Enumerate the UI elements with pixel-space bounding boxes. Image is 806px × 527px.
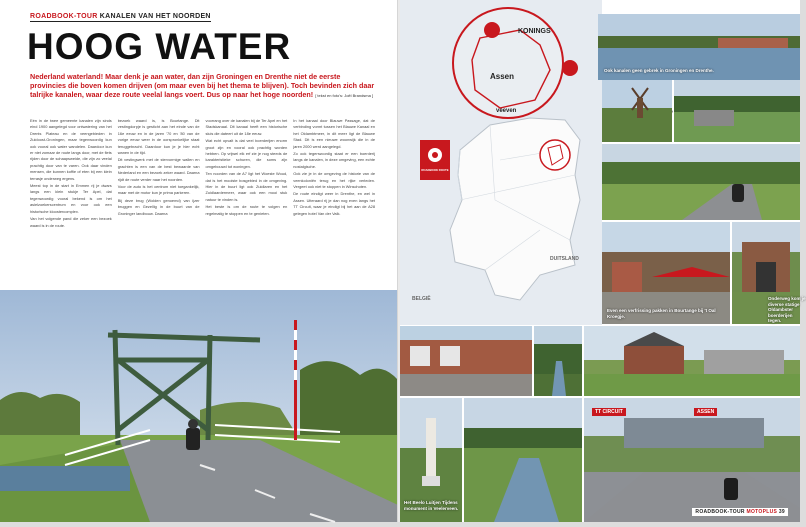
caption-farmhouses: Onderweg kom je diverse statige Oldambster boerderijen tegen.: [768, 296, 806, 324]
right-page: [400, 0, 806, 522]
windmill-photo: [602, 80, 672, 142]
assen-sign: ASSEN: [694, 408, 717, 416]
canal-landscape-scene: [464, 398, 582, 522]
map-label-assen: Assen: [490, 72, 515, 81]
tt-circuit-photo: [584, 398, 800, 522]
body-columns: [30, 118, 375, 230]
kicker-series: ROADBOOK-TOUR: [30, 13, 98, 20]
caption-monument: Het Beelo Luitjen Tijdens monument in Veelerveen.: [404, 500, 459, 511]
canal-landscape-photo: [464, 398, 582, 522]
paragraph: Dit vestingwerk met de stervormige wallen en grachten is een van de best bewaarde van Nederland en een bezoek zeker waard. Daarna rijdt de route verder naar het noorden.: [117, 157, 200, 182]
map-label-germany: DUITSLAND: [550, 256, 579, 262]
left-page: [0, 0, 398, 522]
paragraph: Van het volgende pand die zeker een bezoek waard is in de route.: [30, 216, 112, 228]
kicker-topic: KANALEN VAN HET NOORDEN: [97, 13, 211, 20]
photo-credit: [ tekst en foto's: Joël Brandsma ]: [315, 93, 374, 98]
article-lede: [30, 72, 375, 99]
tt-circuit-scene: [584, 398, 800, 522]
route-map: [400, 0, 602, 325]
paragraph: Het beste is om de route te volgen en regelmatig te stoppen en te genieten.: [205, 204, 288, 216]
body-column-3: [206, 118, 288, 230]
body-column-2: [118, 118, 200, 230]
section-kicker: [30, 13, 211, 22]
restaurant-photo: [400, 326, 532, 396]
map-label-bottom: veeven: [496, 108, 517, 114]
paragraph: Bij deze brug (Wolden genoemd) van ijzer bruggen en Gezellig in de buurt van de Groninger landbouw. Daarna: [117, 197, 200, 216]
farmhouse-photo: [584, 326, 800, 396]
roadbook-badge: ROADBOOK ROUTE: [421, 168, 449, 172]
paragraph: Eén in de twee gemeente kanalen zijn sinds eind 1900 aangelegd voor ontwatering van het Drents Plateau en de veengebieden in Zuidoost-Groningen, maar tegenwoordig kun ook vooral ook water wandelen. Daardoor kun er niet zomaar de route langs door, met de fiets rijden door de schaapsweide, die zijn zo veelal prachtig door van te varen. Ook daar vinden mensen, die kunnen koffie of eten bij een klein terrasje onderweg ergens.: [30, 118, 112, 181]
tt-circuit-sign: TT CIRCUIT: [592, 408, 626, 416]
paragraph: Zo ook tegenwoordig staat er een boerderij langs de kanalen, in deze omgeving, een echte nostalgische.: [293, 151, 375, 169]
motorcycle-road-photo: [602, 144, 800, 220]
farmhouse-scene: [584, 326, 800, 396]
sluice-photo: [674, 80, 800, 142]
article-headline: HOOG WATER: [27, 26, 292, 67]
paragraph: Meest top in de start in Emmen rij je dwars langs een klein stukje Ter Apel, dat tegenwoordig vooral bekend is om het asielzoekerscentrum en voor ook een historische kloostercomplex.: [30, 183, 112, 214]
netherlands-map: [400, 0, 602, 325]
paragraph: In het kanaal door Blauwe Passage, dat de verbinding vormt tussen het Blauwe Kanaal en het Oldambtmeer, in dit meer ligt de Blauwe Stad. Dit is een nieuwe woonwijk die in de jaren 2000 werd aangelegd.: [293, 118, 375, 149]
map-label-belgium: BELGIË: [412, 296, 431, 302]
caption-terrace: Even een verfrissing pakken in Bourtange bij 't Oal Kroegje.: [607, 308, 716, 319]
paragraph: voorrang over de kanalen bij de Ter Apel en het Stadskanaal. Dit kanaal heeft een historische sluis die dateert uit de 18e eeuw.: [205, 118, 288, 136]
small-canal-scene: [534, 326, 582, 396]
caption-canal: Ook kanalen geen gebrek in Groningen en Drenthe.: [604, 68, 714, 73]
paragraph: Ook zie je in de omgeving de historie van de veenkoloniën terug en het rijke verleden. Vergeet ook niet te stoppen in Winschoten.: [293, 171, 375, 190]
small-canal-photo: [534, 326, 582, 396]
restaurant-scene: [400, 326, 532, 396]
paragraph: Wat echt opvalt is dat veel boerderijen enorm groot zijn en vooral ook prachtig worden hebben. Op vrijwel elk erf zie je nog steeds de karakteristieke schuren, die soms zijn omgebouwd tot woningen.: [205, 138, 288, 169]
canal-photo: [598, 14, 800, 80]
road-scene: [602, 144, 800, 220]
body-column-1: [30, 118, 112, 230]
map-label-top: KONINGS: [518, 28, 551, 35]
drawbridge-illustration: [0, 290, 398, 522]
body-column-4: [293, 118, 375, 230]
terrace-photo: [602, 222, 730, 324]
paragraph: Ten noorden van de A7 ligt het Woeste Woud, dat is het mooiste bosgebied in de omgeving. Hier in de buurt ligt ook Zuidlaren en het Zuidlaardermeer, waar ook een mooi stuk natuur te vinden is.: [205, 171, 288, 202]
lede-text: Nederland waterland! Maar denk je aan water, dan zijn Groningen en Drenthe niet de eerste provincies die boven komen drijven (om maar even bij het thema te blijven). Toch bevinden zich daar talrijke kanalen, waar deze route veelal langs voert. Dus op naar het hoge noorden!: [30, 72, 375, 99]
monument-photo: [400, 398, 462, 522]
paragraph: bezoek waard is, is Bourtange. Dit vestingdorpje is gesticht aan het einde van de 16e eeuw en in de jaren '70 en '80 van de vorige eeuw weer in de oorspronkelijke staat teruggebracht. Daardoor kun je je hier echt wanen in de tijd.: [117, 118, 200, 156]
sluice-scene: [674, 80, 800, 142]
drawbridge-photo: [0, 290, 398, 522]
right-folio: ROADBOOK-TOUR MOTOPLUS 39: [692, 508, 788, 516]
fortress-gate-photo: [732, 222, 806, 324]
paragraph: Voor de auto is het centrum niet toegankelijk, maar met de motor kun je prima parkeren.: [117, 184, 200, 196]
windmill-scene: [602, 80, 672, 142]
paragraph: De route eindigt weer in Drenthe, en wel in Assen. Uiteraard rij je dan nog even langs het TT Circuit, waar je eindigt bij het aan de A28 gelegen hotel Van der Valk.: [293, 191, 375, 216]
